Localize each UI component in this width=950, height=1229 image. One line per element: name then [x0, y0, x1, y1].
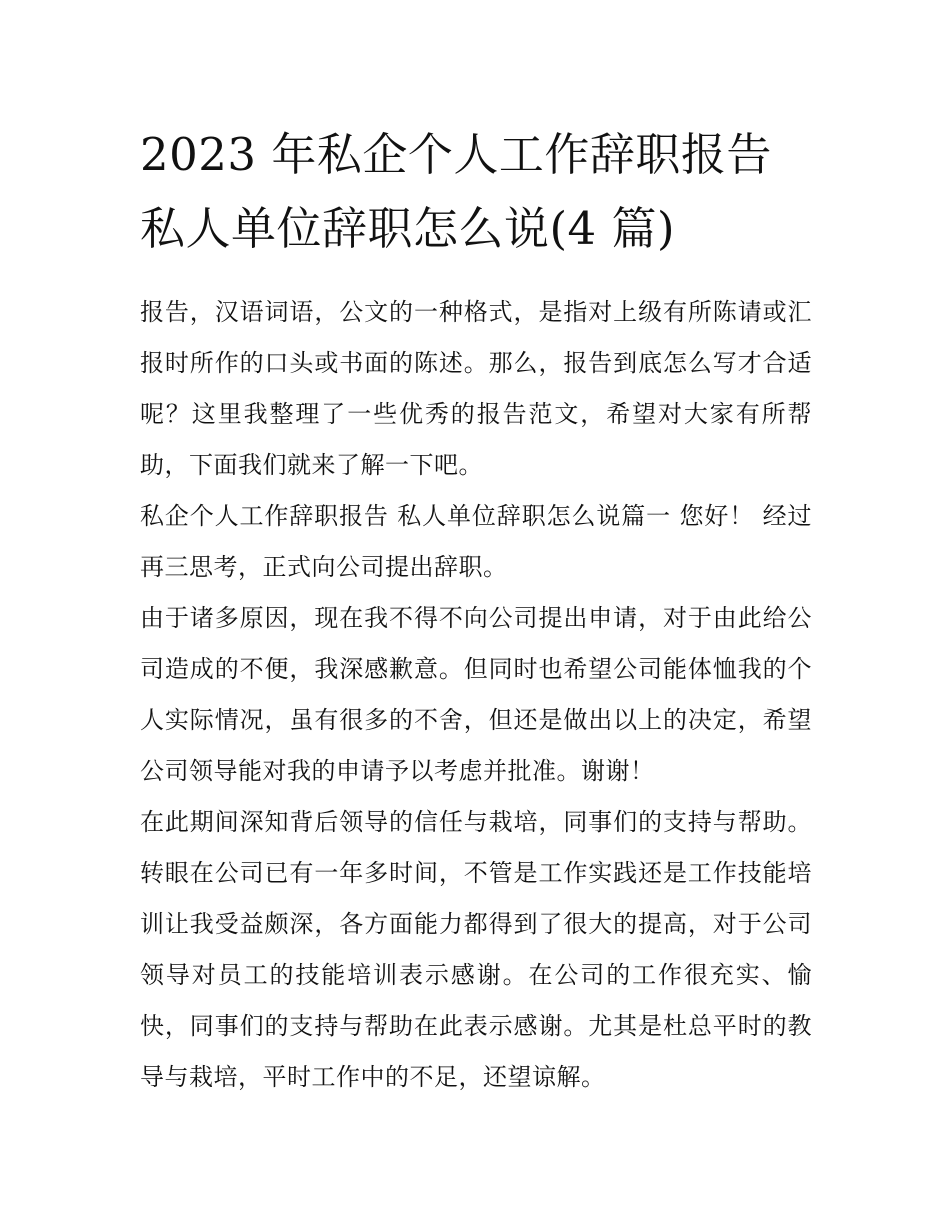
paragraph-greeting: 私企个人工作辞职报告 私人单位辞职怎么说篇一 您好！ 经过再三思考，正式向公司提出辞职。: [140, 501, 812, 581]
document-title: [140, 118, 812, 267]
paragraph-intro: 报告，汉语词语，公文的一种格式，是指对上级有所陈请或汇报时所作的口头或书面的陈述。那么，报告到底怎么写才合适呢？这里我整理了一些优秀的报告范文，希望对大家有所帮助，下面我们就来了解一下吧。: [140, 297, 812, 479]
paragraph-thanks: 在此期间深知背后领导的信任与栽培，同事们的支持与帮助。转眼在公司已有一年多时间，不管是工作实践还是工作技能培训让我受益颇深，各方面能力都得到了很大的提高，对于公司领导对员工的技能培训表示感谢。在公司的工作很充实、愉快，同事们的支持与帮助在此表示感谢。尤其是杜总平时的教导与栽培，平时工作中的不足，还望谅解。: [140, 807, 812, 1091]
title-line-1: 2023 年私企个人工作辞职报告: [140, 128, 772, 181]
document-page: [140, 118, 812, 1103]
title-line-2: 私人单位辞职怎么说(4 篇): [140, 202, 676, 256]
paragraph-reason: 由于诸多原因，现在我不得不向公司提出申请，对于由此给公司造成的不便，我深感歉意。但同时也希望公司能体恤我的个人实际情况，虽有很多的不舍，但还是做出以上的决定，希望公司领导能对我的申请予以考虑并批准。谢谢！: [140, 603, 812, 785]
